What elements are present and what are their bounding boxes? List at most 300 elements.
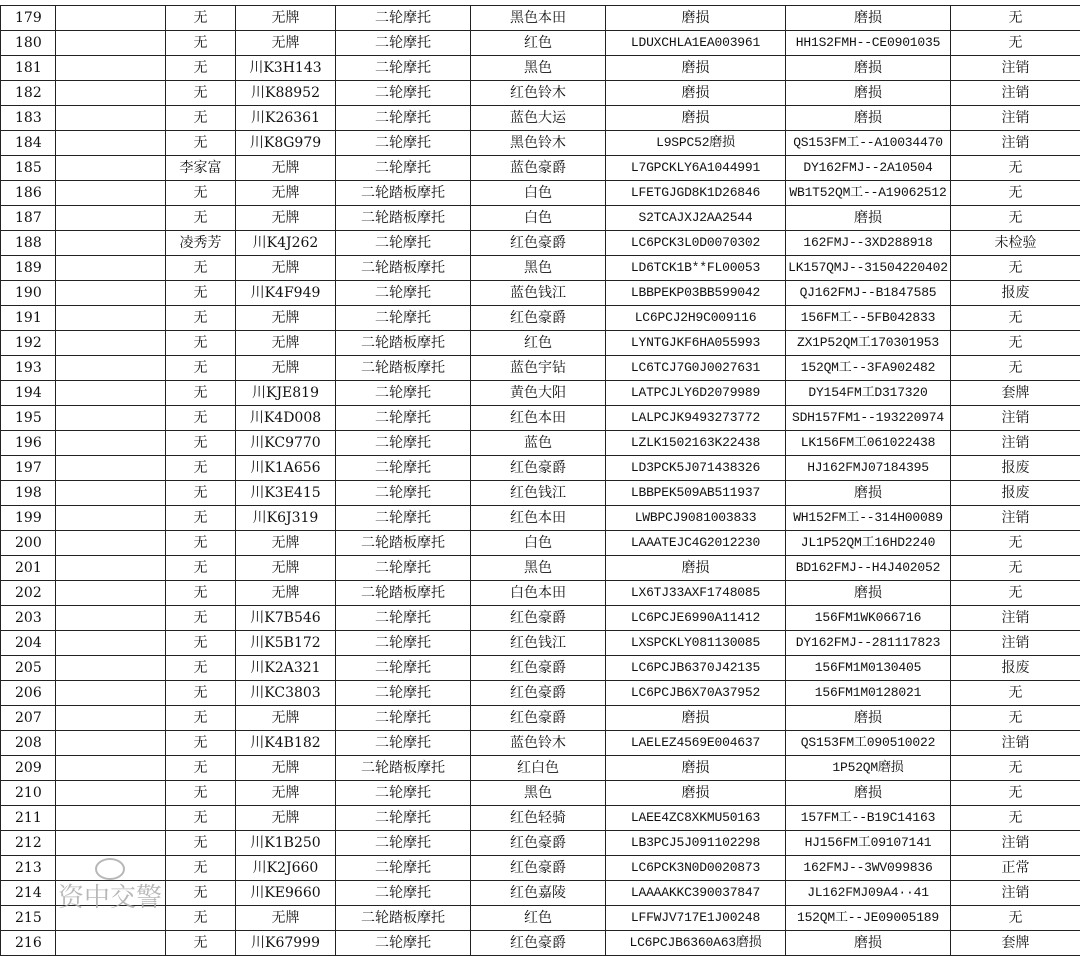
color-brand-cell: 蓝色豪爵 bbox=[471, 156, 606, 181]
color-brand-cell: 红色嘉陵 bbox=[471, 881, 606, 906]
blank-cell bbox=[56, 31, 166, 56]
vehicle-type-cell: 二轮踏板摩托 bbox=[336, 906, 471, 931]
owner-cell: 无 bbox=[166, 531, 236, 556]
owner-cell: 无 bbox=[166, 606, 236, 631]
vehicle-type-cell: 二轮踏板摩托 bbox=[336, 756, 471, 781]
engine-number-cell: 162FMJ--3WV099836 bbox=[786, 856, 951, 881]
row-number-cell: 193 bbox=[1, 356, 56, 381]
color-brand-cell: 黑色铃木 bbox=[471, 131, 606, 156]
vehicle-type-cell: 二轮摩托 bbox=[336, 556, 471, 581]
watermark-text: 资中交警 bbox=[58, 884, 162, 912]
engine-number-cell: DY162FMJ--281117823 bbox=[786, 631, 951, 656]
color-brand-cell: 红色豪爵 bbox=[471, 231, 606, 256]
row-number-cell: 203 bbox=[1, 606, 56, 631]
vin-cell: 磨损 bbox=[606, 756, 786, 781]
color-brand-cell: 白色 bbox=[471, 181, 606, 206]
owner-cell: 无 bbox=[166, 331, 236, 356]
engine-number-cell: SDH157FM1--193220974 bbox=[786, 406, 951, 431]
vehicle-type-cell: 二轮摩托 bbox=[336, 406, 471, 431]
engine-number-cell: ZX1P52QM工170301953 bbox=[786, 331, 951, 356]
vehicle-type-cell: 二轮摩托 bbox=[336, 431, 471, 456]
status-cell: 无 bbox=[951, 681, 1080, 706]
status-cell: 注销 bbox=[951, 406, 1080, 431]
owner-cell: 无 bbox=[166, 281, 236, 306]
row-number-cell: 192 bbox=[1, 331, 56, 356]
status-cell: 无 bbox=[951, 256, 1080, 281]
row-number-cell: 191 bbox=[1, 306, 56, 331]
row-number-cell: 180 bbox=[1, 31, 56, 56]
owner-cell: 无 bbox=[166, 931, 236, 956]
table-row bbox=[1, 256, 1080, 281]
plate-number-cell: 川K7B546 bbox=[236, 606, 336, 631]
engine-number-cell: 磨损 bbox=[786, 106, 951, 131]
row-number-cell: 189 bbox=[1, 256, 56, 281]
vin-cell: LAAATEJC4G2012230 bbox=[606, 531, 786, 556]
blank-cell bbox=[56, 181, 166, 206]
row-number-cell: 211 bbox=[1, 806, 56, 831]
blank-cell bbox=[56, 206, 166, 231]
engine-number-cell: 156FM工--5FB042833 bbox=[786, 306, 951, 331]
color-brand-cell: 白色本田 bbox=[471, 581, 606, 606]
table-row bbox=[1, 481, 1080, 506]
color-brand-cell: 红色本田 bbox=[471, 506, 606, 531]
table-row bbox=[1, 406, 1080, 431]
owner-cell: 无 bbox=[166, 481, 236, 506]
vehicle-type-cell: 二轮踏板摩托 bbox=[336, 356, 471, 381]
owner-cell: 无 bbox=[166, 831, 236, 856]
blank-cell bbox=[56, 656, 166, 681]
row-number-cell: 186 bbox=[1, 181, 56, 206]
plate-number-cell: 无牌 bbox=[236, 806, 336, 831]
blank-cell bbox=[56, 931, 166, 956]
vehicle-type-cell: 二轮摩托 bbox=[336, 856, 471, 881]
plate-number-cell: 无牌 bbox=[236, 181, 336, 206]
blank-cell bbox=[56, 581, 166, 606]
vin-cell: LC6PCJE6990A11412 bbox=[606, 606, 786, 631]
vehicle-type-cell: 二轮摩托 bbox=[336, 156, 471, 181]
row-number-cell: 197 bbox=[1, 456, 56, 481]
vehicle-type-cell: 二轮摩托 bbox=[336, 881, 471, 906]
table-row bbox=[1, 681, 1080, 706]
engine-number-cell: 162FMJ--3XD288918 bbox=[786, 231, 951, 256]
vehicle-type-cell: 二轮摩托 bbox=[336, 706, 471, 731]
color-brand-cell: 红色豪爵 bbox=[471, 931, 606, 956]
row-number-cell: 195 bbox=[1, 406, 56, 431]
blank-cell bbox=[56, 681, 166, 706]
plate-number-cell: 无牌 bbox=[236, 706, 336, 731]
vehicle-type-cell: 二轮摩托 bbox=[336, 731, 471, 756]
plate-number-cell: 川K6J319 bbox=[236, 506, 336, 531]
status-cell: 注销 bbox=[951, 731, 1080, 756]
vin-cell: LBBPEKP03BB599042 bbox=[606, 281, 786, 306]
vin-cell: LC6PCJB6360A63磨损 bbox=[606, 931, 786, 956]
row-number-cell: 209 bbox=[1, 756, 56, 781]
table-row bbox=[1, 356, 1080, 381]
vehicle-type-cell: 二轮踏板摩托 bbox=[336, 531, 471, 556]
plate-number-cell: 无牌 bbox=[236, 531, 336, 556]
plate-number-cell: 无牌 bbox=[236, 556, 336, 581]
owner-cell: 无 bbox=[166, 656, 236, 681]
vin-cell: LDUXCHLA1EA003961 bbox=[606, 31, 786, 56]
plate-number-cell: 川K4J262 bbox=[236, 231, 336, 256]
vehicle-type-cell: 二轮摩托 bbox=[336, 681, 471, 706]
row-number-cell: 200 bbox=[1, 531, 56, 556]
vin-cell: LC6PCK3L0D0070302 bbox=[606, 231, 786, 256]
status-cell: 报废 bbox=[951, 656, 1080, 681]
color-brand-cell: 黑色 bbox=[471, 781, 606, 806]
owner-cell: 无 bbox=[166, 631, 236, 656]
owner-cell: 无 bbox=[166, 356, 236, 381]
blank-cell bbox=[56, 456, 166, 481]
engine-number-cell: LK157QMJ--31504220402 bbox=[786, 256, 951, 281]
status-cell: 无 bbox=[951, 181, 1080, 206]
row-number-cell: 187 bbox=[1, 206, 56, 231]
engine-number-cell: 磨损 bbox=[786, 6, 951, 31]
color-brand-cell: 黄色大阳 bbox=[471, 381, 606, 406]
plate-number-cell: 无牌 bbox=[236, 156, 336, 181]
table-row bbox=[1, 131, 1080, 156]
owner-cell: 无 bbox=[166, 131, 236, 156]
vin-cell: LAAAAKKC390037847 bbox=[606, 881, 786, 906]
blank-cell bbox=[56, 731, 166, 756]
blank-cell bbox=[56, 506, 166, 531]
status-cell: 无 bbox=[951, 756, 1080, 781]
row-number-cell: 208 bbox=[1, 731, 56, 756]
table-row bbox=[1, 631, 1080, 656]
vehicle-table bbox=[0, 5, 1080, 956]
owner-cell: 无 bbox=[166, 856, 236, 881]
vin-cell: 磨损 bbox=[606, 106, 786, 131]
blank-cell bbox=[56, 356, 166, 381]
table-row bbox=[1, 56, 1080, 81]
owner-cell: 无 bbox=[166, 381, 236, 406]
plate-number-cell: 川K2A321 bbox=[236, 656, 336, 681]
table-row bbox=[1, 731, 1080, 756]
vin-cell: LC6PCK3N0D0020873 bbox=[606, 856, 786, 881]
row-number-cell: 204 bbox=[1, 631, 56, 656]
status-cell: 无 bbox=[951, 331, 1080, 356]
color-brand-cell: 蓝色 bbox=[471, 431, 606, 456]
vin-cell: LALPCJK9493273772 bbox=[606, 406, 786, 431]
owner-cell: 无 bbox=[166, 206, 236, 231]
table-row bbox=[1, 831, 1080, 856]
status-cell: 注销 bbox=[951, 831, 1080, 856]
table-row bbox=[1, 881, 1080, 906]
vehicle-type-cell: 二轮踏板摩托 bbox=[336, 181, 471, 206]
vin-cell: LC6PCJ2H9C009116 bbox=[606, 306, 786, 331]
owner-cell: 无 bbox=[166, 681, 236, 706]
vehicle-type-cell: 二轮踏板摩托 bbox=[336, 206, 471, 231]
engine-number-cell: WH152FM工--314H00089 bbox=[786, 506, 951, 531]
table-row bbox=[1, 756, 1080, 781]
vin-cell: L7GPCKLY6A1044991 bbox=[606, 156, 786, 181]
blank-cell bbox=[56, 556, 166, 581]
status-cell: 注销 bbox=[951, 131, 1080, 156]
engine-number-cell: 152QM工--3FA902482 bbox=[786, 356, 951, 381]
status-cell: 无 bbox=[951, 31, 1080, 56]
engine-number-cell: 磨损 bbox=[786, 581, 951, 606]
status-cell: 无 bbox=[951, 356, 1080, 381]
plate-number-cell: 川K26361 bbox=[236, 106, 336, 131]
engine-number-cell: LK156FM工061022438 bbox=[786, 431, 951, 456]
color-brand-cell: 红色豪爵 bbox=[471, 706, 606, 731]
status-cell: 无 bbox=[951, 156, 1080, 181]
engine-number-cell: HJ156FM工09107141 bbox=[786, 831, 951, 856]
plate-number-cell: 无牌 bbox=[236, 331, 336, 356]
row-number-cell: 216 bbox=[1, 931, 56, 956]
blank-cell bbox=[56, 706, 166, 731]
table-row bbox=[1, 181, 1080, 206]
vehicle-type-cell: 二轮摩托 bbox=[336, 656, 471, 681]
vehicle-type-cell: 二轮摩托 bbox=[336, 56, 471, 81]
blank-cell bbox=[56, 781, 166, 806]
row-number-cell: 183 bbox=[1, 106, 56, 131]
status-cell: 无 bbox=[951, 581, 1080, 606]
vehicle-type-cell: 二轮摩托 bbox=[336, 31, 471, 56]
plate-number-cell: 无牌 bbox=[236, 581, 336, 606]
vehicle-type-cell: 二轮摩托 bbox=[336, 6, 471, 31]
vehicle-type-cell: 二轮摩托 bbox=[336, 506, 471, 531]
engine-number-cell: 磨损 bbox=[786, 81, 951, 106]
table-row bbox=[1, 281, 1080, 306]
blank-cell bbox=[56, 6, 166, 31]
vin-cell: LC6TCJ7G0J0027631 bbox=[606, 356, 786, 381]
engine-number-cell: 156FM1M0130405 bbox=[786, 656, 951, 681]
blank-cell bbox=[56, 431, 166, 456]
row-number-cell: 215 bbox=[1, 906, 56, 931]
vehicle-type-cell: 二轮摩托 bbox=[336, 306, 471, 331]
vin-cell: LZLK1502163K22438 bbox=[606, 431, 786, 456]
status-cell: 无 bbox=[951, 531, 1080, 556]
status-cell: 套牌 bbox=[951, 931, 1080, 956]
owner-cell: 无 bbox=[166, 6, 236, 31]
table-row bbox=[1, 431, 1080, 456]
engine-number-cell: 磨损 bbox=[786, 781, 951, 806]
color-brand-cell: 红色豪爵 bbox=[471, 681, 606, 706]
status-cell: 注销 bbox=[951, 56, 1080, 81]
plate-number-cell: 川K1B250 bbox=[236, 831, 336, 856]
engine-number-cell: DY154FM工D317320 bbox=[786, 381, 951, 406]
blank-cell bbox=[56, 106, 166, 131]
owner-cell: 无 bbox=[166, 781, 236, 806]
color-brand-cell: 红色豪爵 bbox=[471, 306, 606, 331]
table-row bbox=[1, 231, 1080, 256]
status-cell: 报废 bbox=[951, 456, 1080, 481]
table-row bbox=[1, 781, 1080, 806]
blank-cell bbox=[56, 231, 166, 256]
table-row bbox=[1, 556, 1080, 581]
status-cell: 无 bbox=[951, 306, 1080, 331]
plate-number-cell: 川KE9660 bbox=[236, 881, 336, 906]
vehicle-type-cell: 二轮摩托 bbox=[336, 281, 471, 306]
plate-number-cell: 无牌 bbox=[236, 356, 336, 381]
color-brand-cell: 红色 bbox=[471, 31, 606, 56]
plate-number-cell: 川K4F949 bbox=[236, 281, 336, 306]
owner-cell: 无 bbox=[166, 181, 236, 206]
owner-cell: 无 bbox=[166, 881, 236, 906]
color-brand-cell: 红色 bbox=[471, 906, 606, 931]
color-brand-cell: 红色铃木 bbox=[471, 81, 606, 106]
table-body bbox=[1, 6, 1080, 956]
row-number-cell: 198 bbox=[1, 481, 56, 506]
engine-number-cell: WB1T52QM工--A19062512 bbox=[786, 181, 951, 206]
owner-cell: 无 bbox=[166, 806, 236, 831]
plate-number-cell: 川K88952 bbox=[236, 81, 336, 106]
owner-cell: 无 bbox=[166, 756, 236, 781]
color-brand-cell: 蓝色大运 bbox=[471, 106, 606, 131]
vehicle-type-cell: 二轮踏板摩托 bbox=[336, 581, 471, 606]
row-number-cell: 214 bbox=[1, 881, 56, 906]
color-brand-cell: 黑色 bbox=[471, 256, 606, 281]
table-row bbox=[1, 106, 1080, 131]
table-row bbox=[1, 581, 1080, 606]
engine-number-cell: QS153FM工090510022 bbox=[786, 731, 951, 756]
vin-cell: LX6TJ33AXF1748085 bbox=[606, 581, 786, 606]
status-cell: 无 bbox=[951, 706, 1080, 731]
table-row bbox=[1, 931, 1080, 956]
vin-cell: LATPCJLY6D2079989 bbox=[606, 381, 786, 406]
engine-number-cell: HH1S2FMH--CE0901035 bbox=[786, 31, 951, 56]
color-brand-cell: 红色豪爵 bbox=[471, 856, 606, 881]
row-number-cell: 196 bbox=[1, 431, 56, 456]
engine-number-cell: JL1P52QM工16HD2240 bbox=[786, 531, 951, 556]
table-row bbox=[1, 706, 1080, 731]
vehicle-type-cell: 二轮摩托 bbox=[336, 231, 471, 256]
owner-cell: 无 bbox=[166, 106, 236, 131]
vin-cell: LC6PCJB6X70A37952 bbox=[606, 681, 786, 706]
table-row bbox=[1, 606, 1080, 631]
blank-cell bbox=[56, 331, 166, 356]
vin-cell: LBBPEK509AB511937 bbox=[606, 481, 786, 506]
plate-number-cell: 无牌 bbox=[236, 31, 336, 56]
color-brand-cell: 红色豪爵 bbox=[471, 831, 606, 856]
status-cell: 正常 bbox=[951, 856, 1080, 881]
owner-cell: 无 bbox=[166, 706, 236, 731]
color-brand-cell: 红色 bbox=[471, 331, 606, 356]
blank-cell bbox=[56, 606, 166, 631]
vehicle-type-cell: 二轮摩托 bbox=[336, 131, 471, 156]
engine-number-cell: HJ162FMJ07184395 bbox=[786, 456, 951, 481]
table-row bbox=[1, 6, 1080, 31]
blank-cell bbox=[56, 906, 166, 931]
engine-number-cell: 157FM工--B19C14163 bbox=[786, 806, 951, 831]
plate-number-cell: 川KC3803 bbox=[236, 681, 336, 706]
engine-number-cell: BD162FMJ--H4J402052 bbox=[786, 556, 951, 581]
engine-number-cell: JL162FMJ09A4··41 bbox=[786, 881, 951, 906]
status-cell: 注销 bbox=[951, 106, 1080, 131]
vin-cell: 磨损 bbox=[606, 81, 786, 106]
plate-number-cell: 川K3E415 bbox=[236, 481, 336, 506]
color-brand-cell: 红白色 bbox=[471, 756, 606, 781]
owner-cell: 凌秀芳 bbox=[166, 231, 236, 256]
engine-number-cell: QS153FM工--A10034470 bbox=[786, 131, 951, 156]
vin-cell: L9SPC52磨损 bbox=[606, 131, 786, 156]
table-row bbox=[1, 156, 1080, 181]
status-cell: 注销 bbox=[951, 431, 1080, 456]
row-number-cell: 188 bbox=[1, 231, 56, 256]
plate-number-cell: 川K5B172 bbox=[236, 631, 336, 656]
vehicle-type-cell: 二轮摩托 bbox=[336, 606, 471, 631]
status-cell: 报废 bbox=[951, 481, 1080, 506]
blank-cell bbox=[56, 481, 166, 506]
blank-cell bbox=[56, 806, 166, 831]
vin-cell: S2TCAJXJ2AA2544 bbox=[606, 206, 786, 231]
plate-number-cell: 无牌 bbox=[236, 256, 336, 281]
blank-cell bbox=[56, 631, 166, 656]
color-brand-cell: 红色钱江 bbox=[471, 631, 606, 656]
color-brand-cell: 红色本田 bbox=[471, 406, 606, 431]
vehicle-type-cell: 二轮摩托 bbox=[336, 456, 471, 481]
status-cell: 套牌 bbox=[951, 381, 1080, 406]
owner-cell: 无 bbox=[166, 731, 236, 756]
row-number-cell: 181 bbox=[1, 56, 56, 81]
plate-number-cell: 川K4B182 bbox=[236, 731, 336, 756]
table-row bbox=[1, 806, 1080, 831]
vin-cell: LD3PCK5J071438326 bbox=[606, 456, 786, 481]
blank-cell bbox=[56, 281, 166, 306]
row-number-cell: 213 bbox=[1, 856, 56, 881]
owner-cell: 无 bbox=[166, 506, 236, 531]
color-brand-cell: 红色豪爵 bbox=[471, 656, 606, 681]
plate-number-cell: 川K4D008 bbox=[236, 406, 336, 431]
blank-cell bbox=[56, 156, 166, 181]
blank-cell bbox=[56, 131, 166, 156]
plate-number-cell: 无牌 bbox=[236, 306, 336, 331]
plate-number-cell: 无牌 bbox=[236, 756, 336, 781]
owner-cell: 无 bbox=[166, 56, 236, 81]
row-number-cell: 205 bbox=[1, 656, 56, 681]
table-row bbox=[1, 656, 1080, 681]
status-cell: 无 bbox=[951, 206, 1080, 231]
row-number-cell: 206 bbox=[1, 681, 56, 706]
color-brand-cell: 黑色 bbox=[471, 556, 606, 581]
blank-cell bbox=[56, 256, 166, 281]
row-number-cell: 202 bbox=[1, 581, 56, 606]
owner-cell: 无 bbox=[166, 306, 236, 331]
vin-cell: LC6PCJB6370J42135 bbox=[606, 656, 786, 681]
status-cell: 无 bbox=[951, 6, 1080, 31]
vin-cell: LFETGJGD8K1D26846 bbox=[606, 181, 786, 206]
vehicle-type-cell: 二轮摩托 bbox=[336, 831, 471, 856]
blank-cell bbox=[56, 406, 166, 431]
status-cell: 报废 bbox=[951, 281, 1080, 306]
engine-number-cell: 磨损 bbox=[786, 206, 951, 231]
vin-cell: 磨损 bbox=[606, 781, 786, 806]
plate-number-cell: 川K2J660 bbox=[236, 856, 336, 881]
table-row bbox=[1, 306, 1080, 331]
row-number-cell: 201 bbox=[1, 556, 56, 581]
table-row bbox=[1, 206, 1080, 231]
blank-cell bbox=[56, 856, 166, 881]
engine-number-cell: 磨损 bbox=[786, 706, 951, 731]
engine-number-cell: 156FM1M0128021 bbox=[786, 681, 951, 706]
row-number-cell: 199 bbox=[1, 506, 56, 531]
engine-number-cell: 1P52QM磨损 bbox=[786, 756, 951, 781]
table-row bbox=[1, 506, 1080, 531]
blank-cell bbox=[56, 81, 166, 106]
vin-cell: 磨损 bbox=[606, 556, 786, 581]
row-number-cell: 210 bbox=[1, 781, 56, 806]
status-cell: 注销 bbox=[951, 631, 1080, 656]
vehicle-type-cell: 二轮摩托 bbox=[336, 806, 471, 831]
color-brand-cell: 蓝色铃木 bbox=[471, 731, 606, 756]
plate-number-cell: 川K8G979 bbox=[236, 131, 336, 156]
owner-cell: 无 bbox=[166, 406, 236, 431]
plate-number-cell: 无牌 bbox=[236, 781, 336, 806]
table-row bbox=[1, 456, 1080, 481]
blank-cell bbox=[56, 881, 166, 906]
plate-number-cell: 川K1A656 bbox=[236, 456, 336, 481]
